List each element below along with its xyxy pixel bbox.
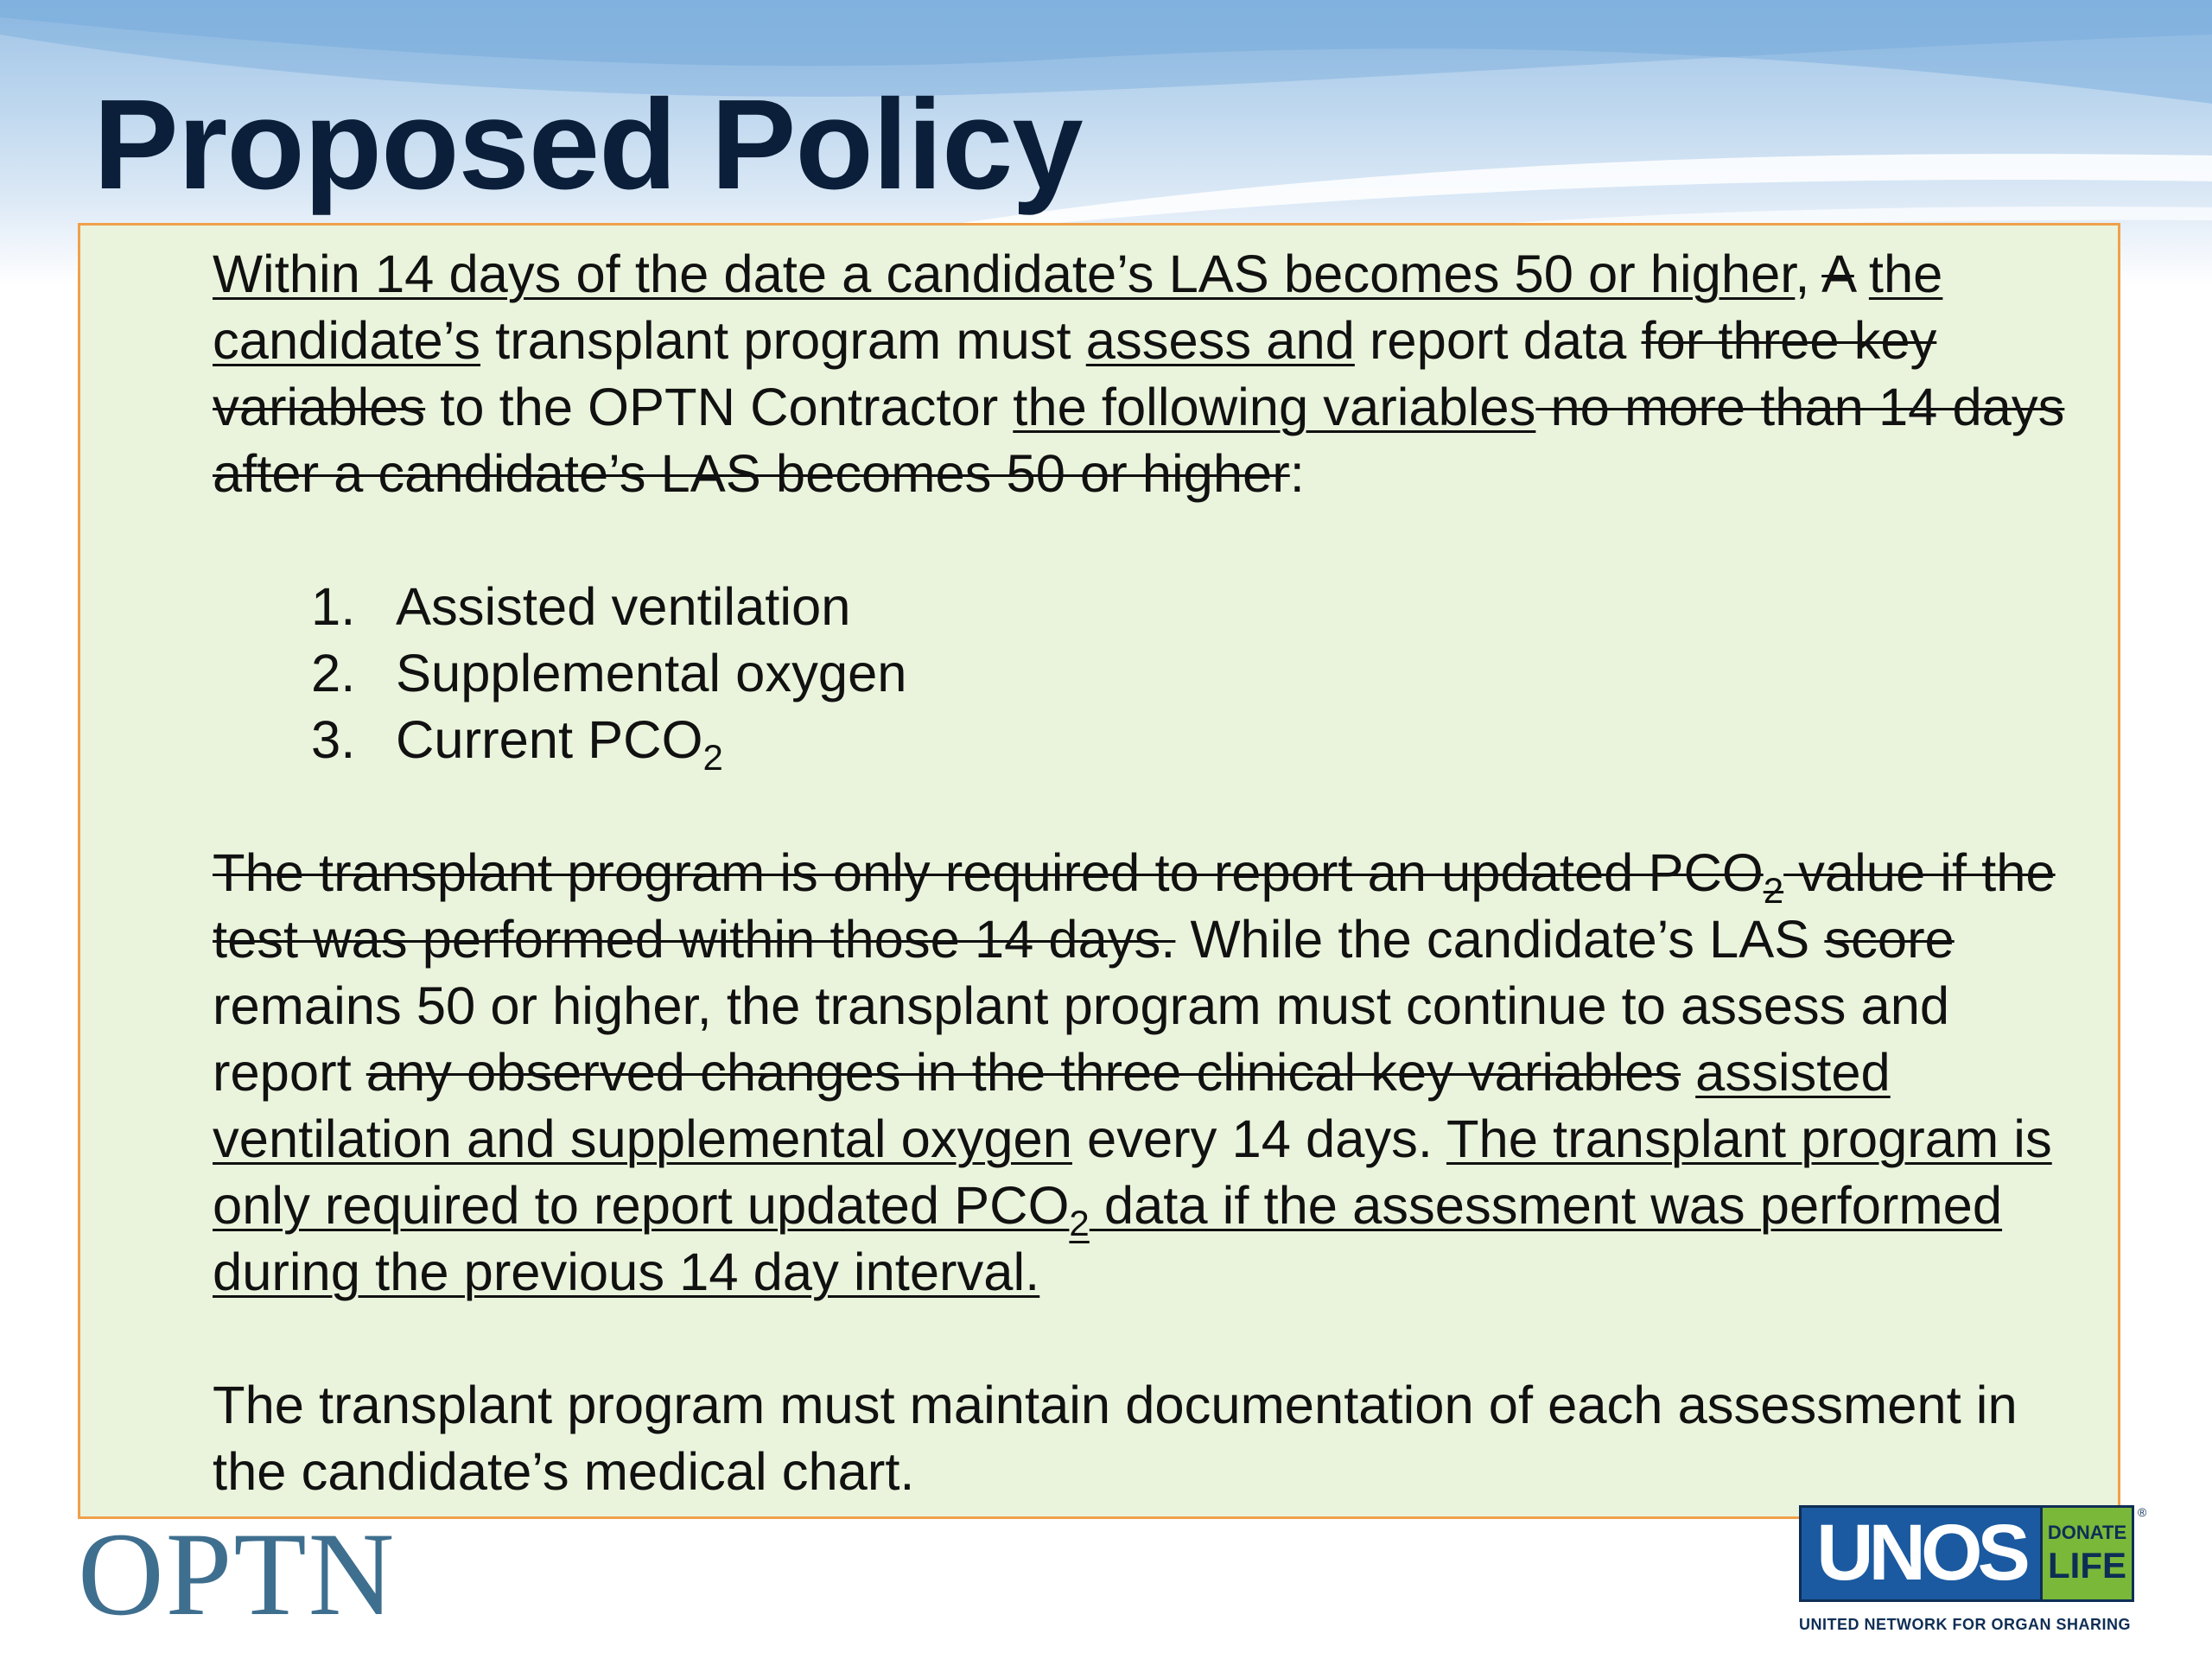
list-item bbox=[311, 640, 2083, 707]
registered-mark: ® bbox=[2138, 1505, 2147, 1519]
text-run: every 14 days. bbox=[1071, 1109, 1446, 1169]
slide-title: Proposed Policy bbox=[93, 73, 1083, 216]
deleted-text: A bbox=[1821, 245, 1854, 304]
list-number: 1. bbox=[311, 577, 356, 637]
list-number: 2. bbox=[311, 644, 356, 703]
deleted-text: The transplant program is only required to report an updated PCO bbox=[213, 843, 1764, 903]
list-item-text: Current PCO bbox=[396, 710, 703, 770]
text-run: remains 50 or higher, the transplant program must continue to assess and report bbox=[213, 976, 1950, 1103]
optn-logo: OPTN bbox=[78, 1508, 397, 1640]
unos-donate-life-logo bbox=[1799, 1505, 2145, 1635]
deleted-text: for three key variables bbox=[213, 311, 1937, 437]
text-run: While the candidate’s LAS bbox=[1175, 910, 1825, 969]
policy-paragraph-1 bbox=[213, 241, 2083, 507]
inserted-text: assess and bbox=[1085, 311, 1355, 371]
list-item-text: Supplemental oxygen bbox=[396, 644, 907, 703]
subscript: 2 bbox=[1069, 1203, 1090, 1243]
spacer bbox=[213, 1306, 2083, 1372]
inserted-text: assisted ventilation and supplemental oxygen bbox=[213, 1043, 1891, 1169]
inserted-text: The transplant program is only required to report updated PCO bbox=[213, 1109, 2052, 1236]
deleted-text: value if the test was performed within those 14 days. bbox=[213, 843, 2056, 969]
list-number: 3. bbox=[311, 710, 356, 770]
unos-caption: UNITED NETWORK FOR ORGAN SHARING bbox=[1799, 1616, 2131, 1633]
inserted-text: Within 14 days of the date a candidate’s LAS becomes 50 or higher bbox=[213, 245, 1796, 304]
list-item bbox=[311, 707, 2083, 778]
subscript: 2 bbox=[1763, 870, 1784, 911]
text-run: : bbox=[1289, 444, 1305, 504]
inserted-text: the following variables bbox=[1013, 378, 1536, 437]
text-run: to the OPTN Contractor bbox=[425, 378, 1014, 437]
text-run: report data bbox=[1354, 311, 1642, 371]
deleted-text: score bbox=[1824, 910, 1955, 969]
spacer bbox=[213, 507, 2083, 574]
inserted-text: data if the assessment was performed during the previous 14 day interval. bbox=[213, 1176, 2003, 1302]
variables-list bbox=[213, 574, 2083, 778]
deleted-text: no more than 14 days after a candidate’s LAS becomes 50 or higher bbox=[213, 378, 2065, 504]
list-item-text: Assisted ventilation bbox=[396, 577, 851, 637]
text-run bbox=[1681, 1043, 1695, 1103]
policy-paragraph-3: The transplant program must maintain documentation of each assessment in the candidate’s medical chart. bbox=[213, 1376, 2018, 1502]
subscript: 2 bbox=[702, 737, 723, 778]
list-item bbox=[311, 574, 2083, 640]
policy-paragraph-2 bbox=[213, 840, 2083, 1306]
donate-text: DONATE bbox=[2047, 1522, 2127, 1543]
donate-life-logo bbox=[2043, 1505, 2134, 1602]
unos-logo: UNOS bbox=[1799, 1505, 2043, 1602]
text-run bbox=[1854, 245, 1869, 304]
text-run: , bbox=[1795, 245, 1822, 304]
deleted-text: any observed changes in the three clinical key variables bbox=[365, 1043, 1681, 1103]
life-text: LIFE bbox=[2048, 1545, 2126, 1586]
text-run: transplant program must bbox=[480, 311, 1086, 371]
spacer bbox=[213, 773, 2083, 840]
policy-text-box bbox=[78, 223, 2120, 1519]
inserted-text: the candidate’s bbox=[213, 245, 1943, 371]
